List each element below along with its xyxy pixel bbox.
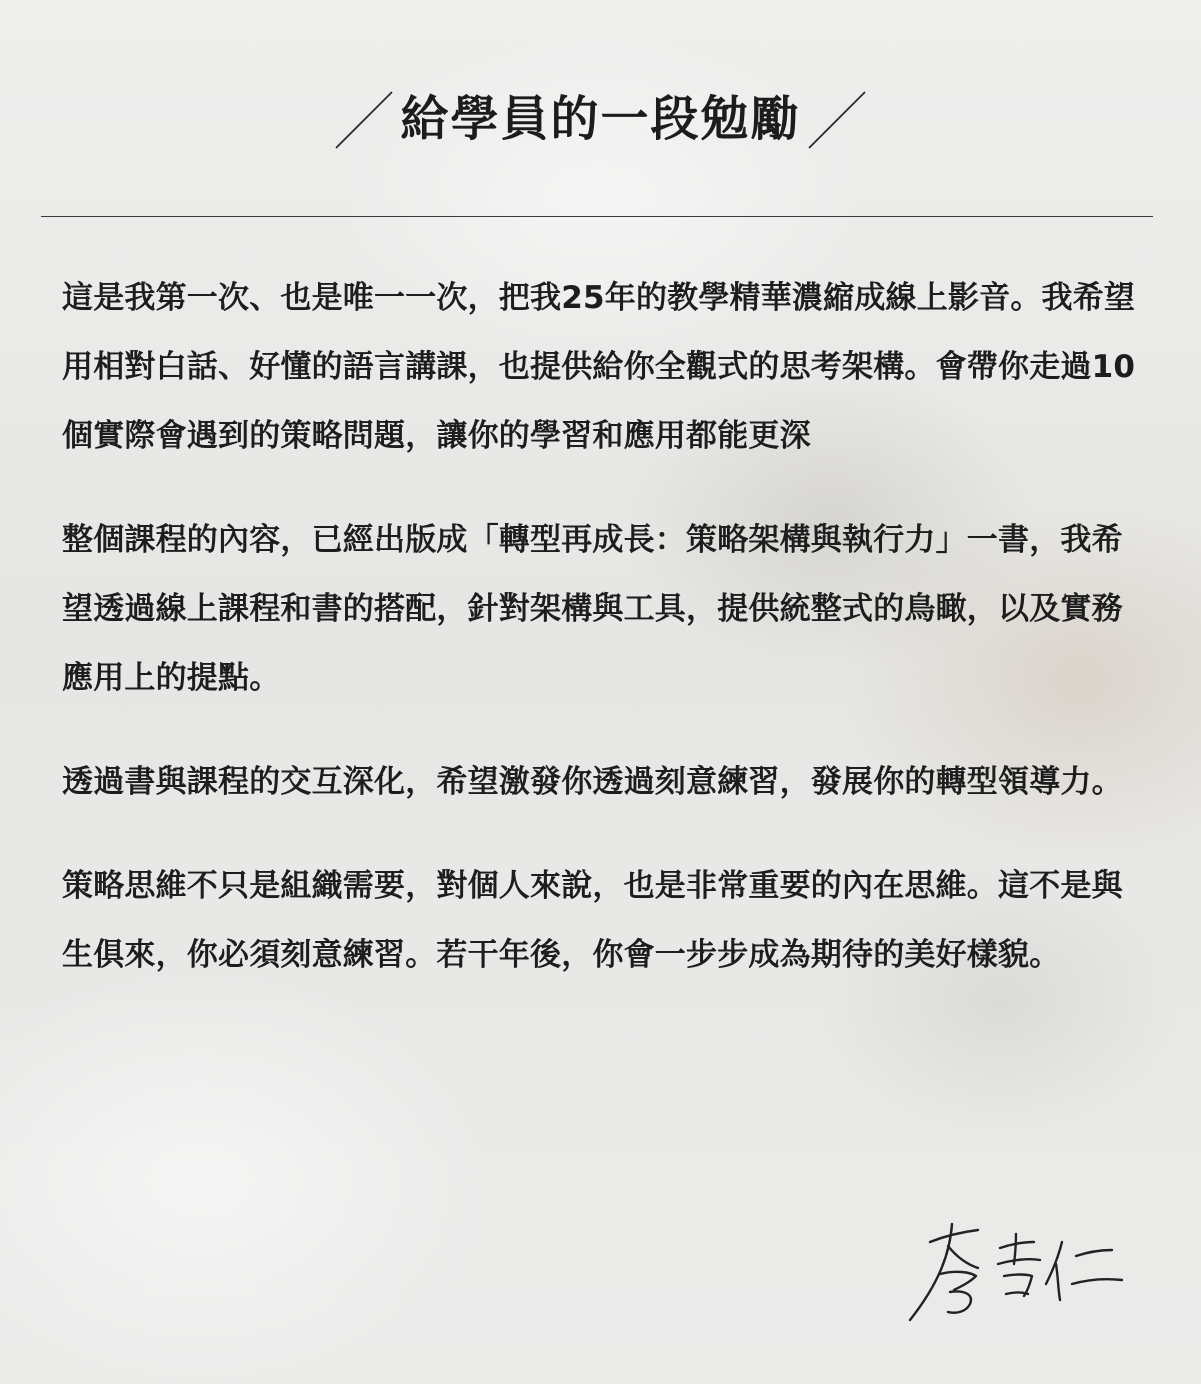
right-slash-decoration [805,88,867,150]
handwritten-signature [900,1212,1130,1332]
title-area [0,84,1201,154]
paragraph-3: 透過書與課程的交互深化，希望激發你透過刻意練習，發展你的轉型領導力。 [62,764,1123,800]
letter-body [62,264,1152,990]
paragraph-1: 這是我第一次、也是唯一一次，把我25年的教學精華濃縮成線上影音。我希望用相對白話、好懂的語言講課，也提供給你全觀式的思考架構。會帶你走過10個實際會遇到的策略問題，讓你的學習和應用都能更深 [62,280,1136,454]
page-title: 給學員的一段勉勵 [400,91,801,147]
paragraph-4: 策略思維不只是組織需要，對個人來說，也是非常重要的內在思維。這不是與生俱來，你必須刻意練習。若干年後，你會一步步成為期待的美好樣貌。 [62,868,1123,973]
left-slash-decoration [334,88,396,150]
paragraph-2: 整個課程的內容，已經出版成「轉型再成長：策略架構與執行力」一書，我希望透過線上課程和書的搭配，針對架構與工具，提供統整式的鳥瞰，以及實務應用上的提點。 [62,522,1123,696]
title-divider [41,216,1153,217]
